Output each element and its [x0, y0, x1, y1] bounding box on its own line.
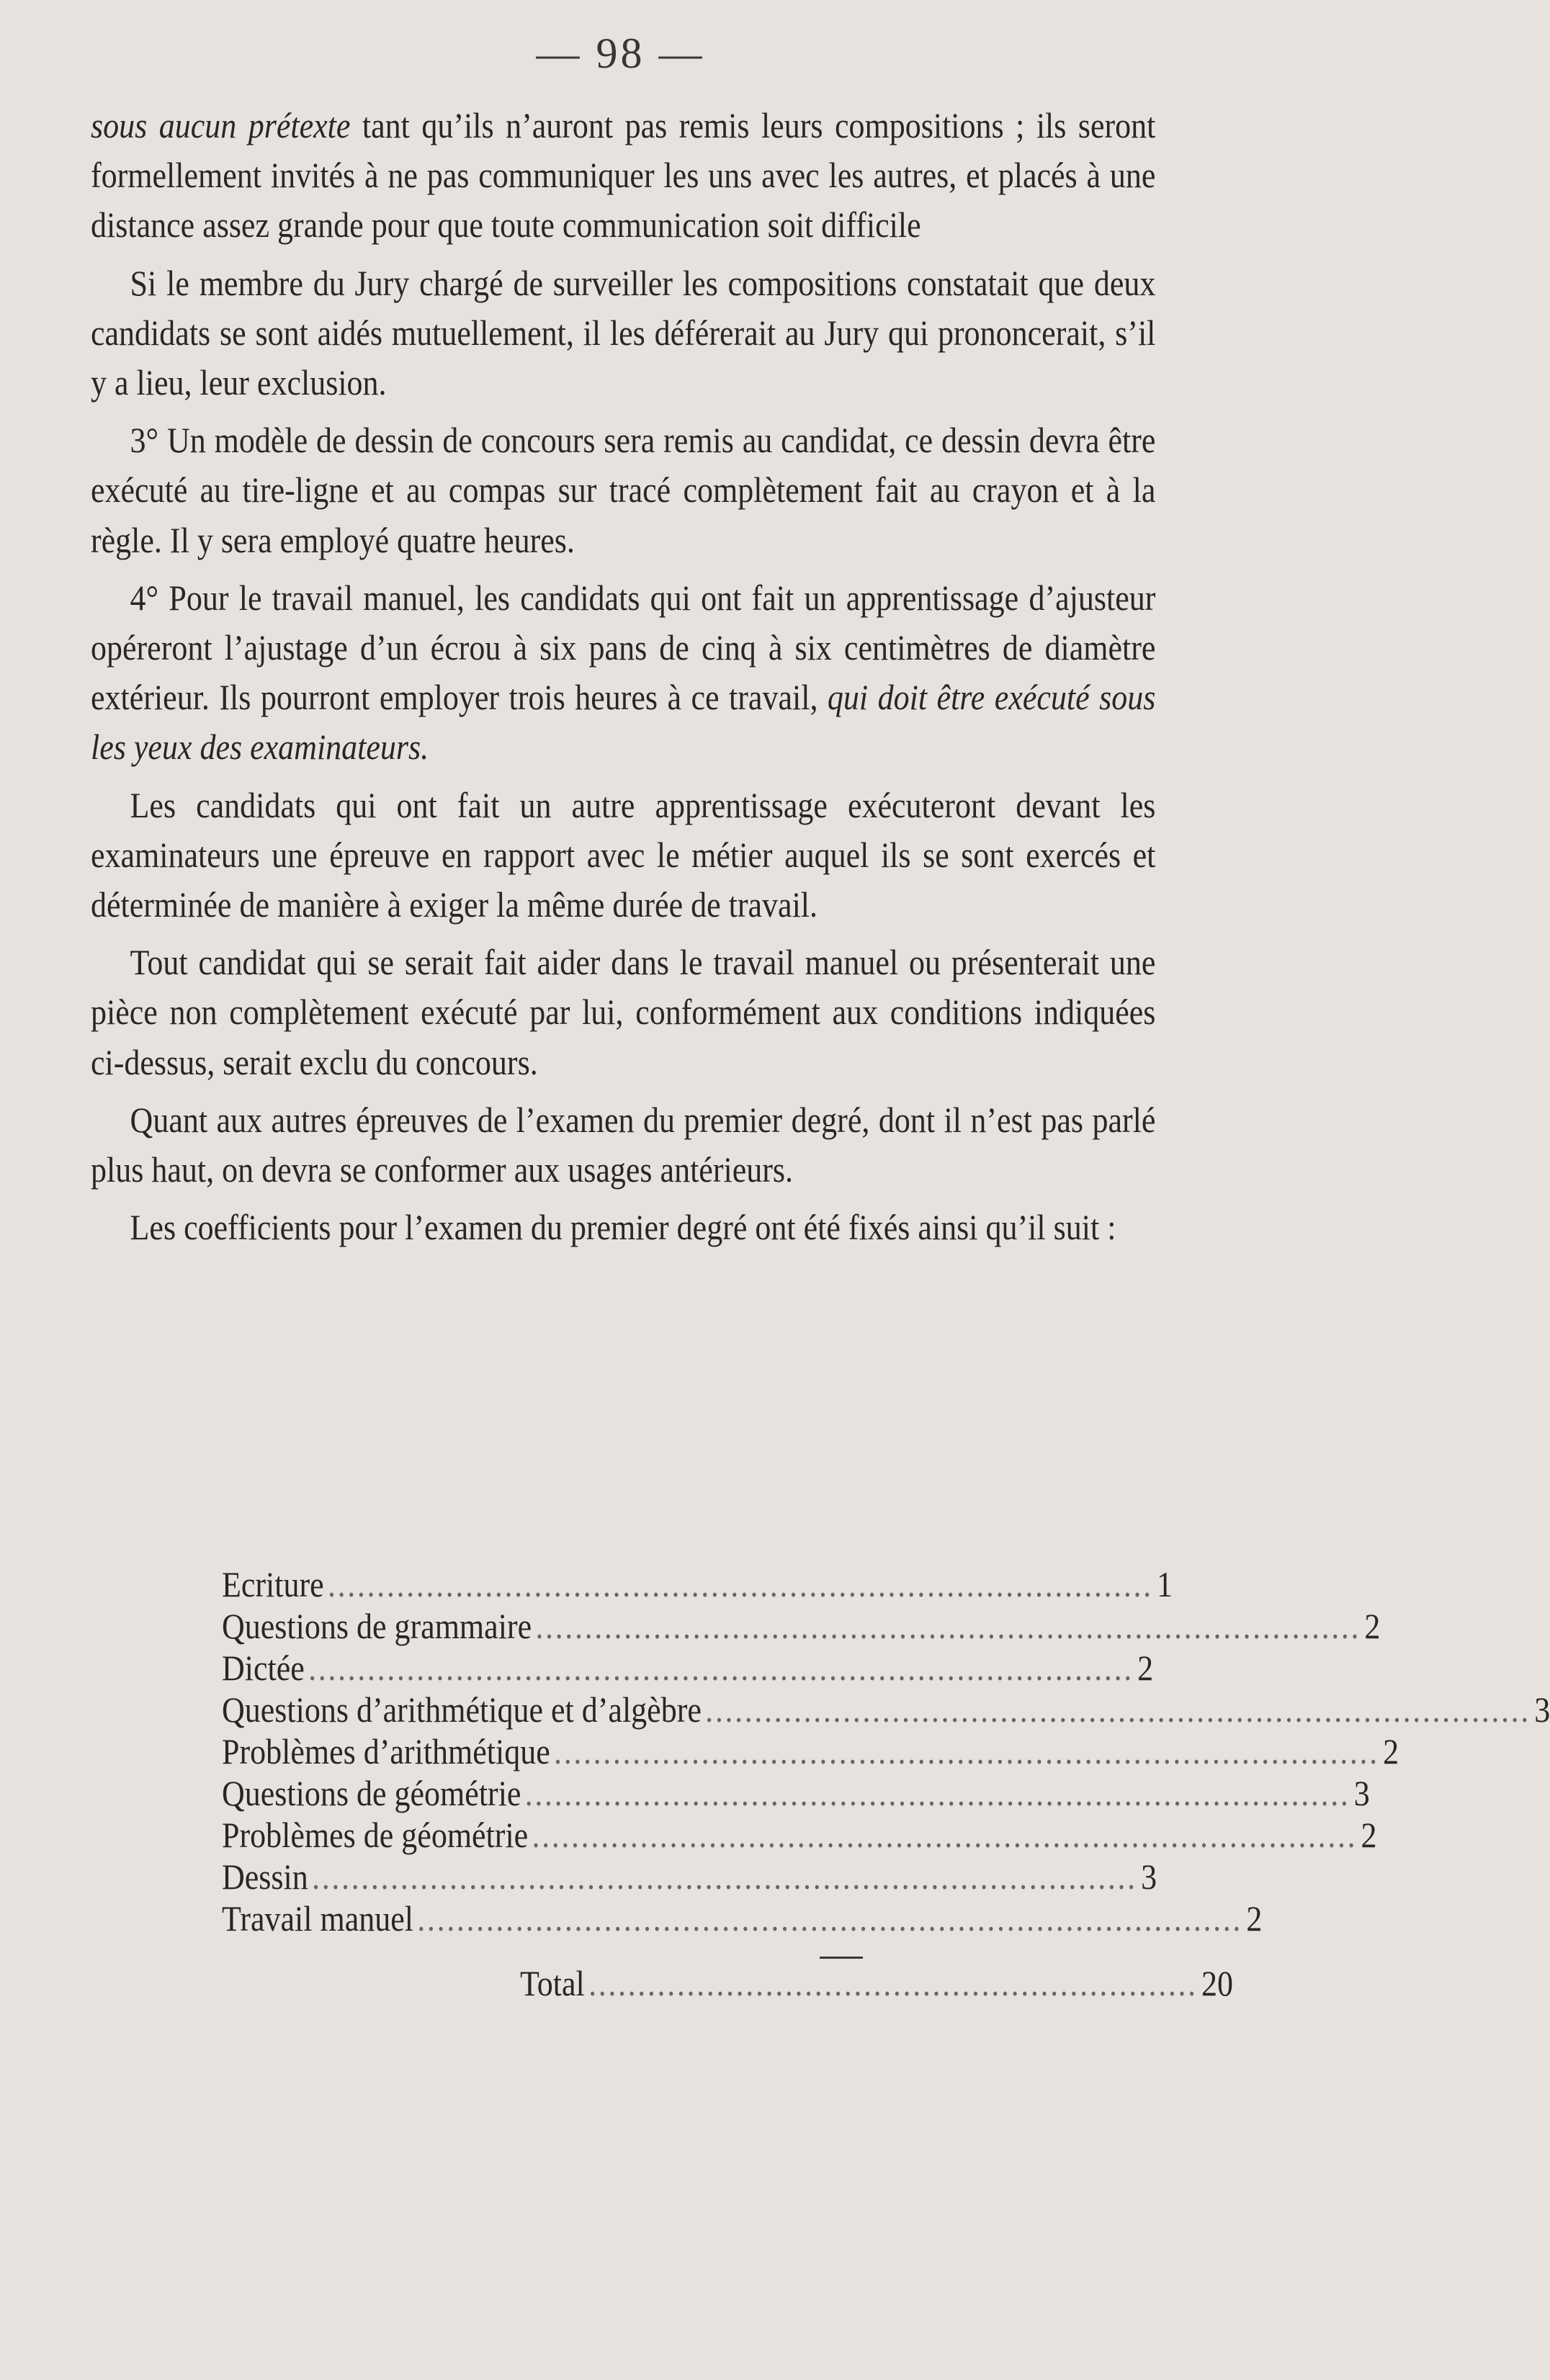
dot-leader: ....................................................................................	[535, 1606, 1361, 1646]
total-row	[520, 1962, 1234, 2004]
total-label: Total	[520, 1963, 585, 2003]
dot-leader: ..............................................................	[588, 1963, 1198, 2003]
paragraph-text: Les coefficients pour l’examen du premier degré ont été fixés ainsi qu’il suit :	[130, 1207, 1116, 1248]
paragraph	[91, 573, 1155, 773]
paragraph	[91, 416, 1155, 565]
total-value: 20	[1201, 1963, 1234, 2003]
dot-leader: ....................................................................................	[705, 1689, 1531, 1730]
subject-label: Travail manuel	[222, 1898, 414, 1939]
coefficient-value: 3	[1141, 1856, 1157, 1897]
coefficient-row	[222, 1730, 1399, 1772]
paragraph-text: tant qu’ils n’auront pas remis leurs compositions ; ils seront formellement invités à ne pas communiquer les uns avec les autres, et placés à une distance assez grande pour que toute communication soit difficile	[91, 105, 1156, 246]
subject-label: Dessin	[222, 1856, 308, 1897]
dot-leader: ....................................................................................	[312, 1856, 1137, 1897]
subject-label: Ecriture	[222, 1564, 324, 1604]
paragraph	[91, 259, 1155, 408]
dot-leader: ....................................................................................	[532, 1815, 1358, 1855]
dot-leader: ....................................................................................	[524, 1773, 1350, 1813]
italic-text: qui doit être exécuté sous les yeux des examinateurs.	[91, 677, 1156, 768]
dot-leader: ....................................................................................	[327, 1564, 1153, 1604]
paragraph-text: 4° Pour le travail manuel, les candidats qui ont fait un apprentissage d’ajusteur opéreront l’ajustage d’un écrou à six pans de cinq à six centimètres de diamètre extérieur. Ils pourront employer trois heures à ce travail,	[91, 577, 1156, 718]
coefficient-row	[222, 1814, 1377, 1856]
subject-label: Questions de géométrie	[222, 1773, 521, 1813]
italic-text: sous aucun prétexte	[91, 105, 351, 145]
coefficient-value: 3	[1353, 1773, 1370, 1813]
paragraph	[91, 101, 1155, 251]
paragraph	[91, 1095, 1155, 1195]
dot-leader: ....................................................................................	[417, 1898, 1243, 1939]
paragraph-text: Tout candidat qui se serait fait aider dans le travail manuel ou présenterait une pièce non complètement exécuté par lui, conformément aux conditions indiquées ci-dessus, serait exclu du concours.	[91, 942, 1156, 1082]
coefficient-row	[222, 1647, 1154, 1689]
subject-label: Problèmes d’arithmétique	[222, 1731, 550, 1771]
dot-leader: ....................................................................................	[308, 1648, 1134, 1688]
body-text	[91, 101, 1155, 1252]
coefficient-row	[222, 1563, 1173, 1605]
coefficient-row	[222, 1856, 1157, 1898]
coefficient-value: 2	[1361, 1815, 1377, 1855]
coefficient-row	[222, 1772, 1370, 1814]
coefficient-value: 2	[1383, 1731, 1399, 1771]
paragraph	[91, 781, 1155, 930]
total-row-container	[520, 1962, 1234, 2004]
coefficient-value: 1	[1157, 1564, 1173, 1604]
page-number: — 98 —	[536, 30, 705, 77]
coefficient-table	[222, 1563, 1550, 1939]
paragraph-text: Quant aux autres épreuves de l’examen du premier degré, dont il n’est pas parlé plus haut, on devra se conformer aux usages antérieurs.	[91, 1099, 1156, 1190]
paragraph-text: 3° Un modèle de dessin de concours sera remis au candidat, ce dessin devra être exécuté au tire-ligne et au compas sur tracé complètement fait au crayon et à la règle. Il y sera employé quatre heures.	[91, 420, 1156, 560]
sum-rule	[820, 1957, 863, 1959]
subject-label: Dictée	[222, 1648, 305, 1688]
paragraph	[91, 938, 1155, 1087]
subject-label: Problèmes de géométrie	[222, 1815, 529, 1855]
paragraph-text: Si le membre du Jury chargé de surveiller les compositions constatait que deux candidats se sont aidés mutuellement, il les déférerait au Jury qui prononcerait, s’il y a lieu, leur exclusion.	[91, 262, 1156, 403]
coefficient-row	[222, 1898, 1263, 1939]
coefficient-row	[222, 1605, 1381, 1647]
subject-label: Questions de grammaire	[222, 1606, 532, 1646]
coefficient-value: 3	[1534, 1689, 1550, 1730]
dot-leader: ....................................................................................	[554, 1731, 1379, 1771]
coefficient-value: 2	[1137, 1648, 1154, 1688]
paragraph	[91, 1203, 1155, 1252]
coefficient-value: 2	[1246, 1898, 1263, 1939]
coefficient-value: 2	[1364, 1606, 1381, 1646]
paragraph-text: Les candidats qui ont fait un autre apprentissage exécuteront devant les examinateurs une épreuve en rapport avec le métier auquel ils se sont exercés et déterminée de manière à exiger la même durée de travail.	[91, 784, 1156, 925]
coefficient-row	[222, 1689, 1550, 1730]
subject-label: Questions d’arithmétique et d’algèbre	[222, 1689, 702, 1730]
